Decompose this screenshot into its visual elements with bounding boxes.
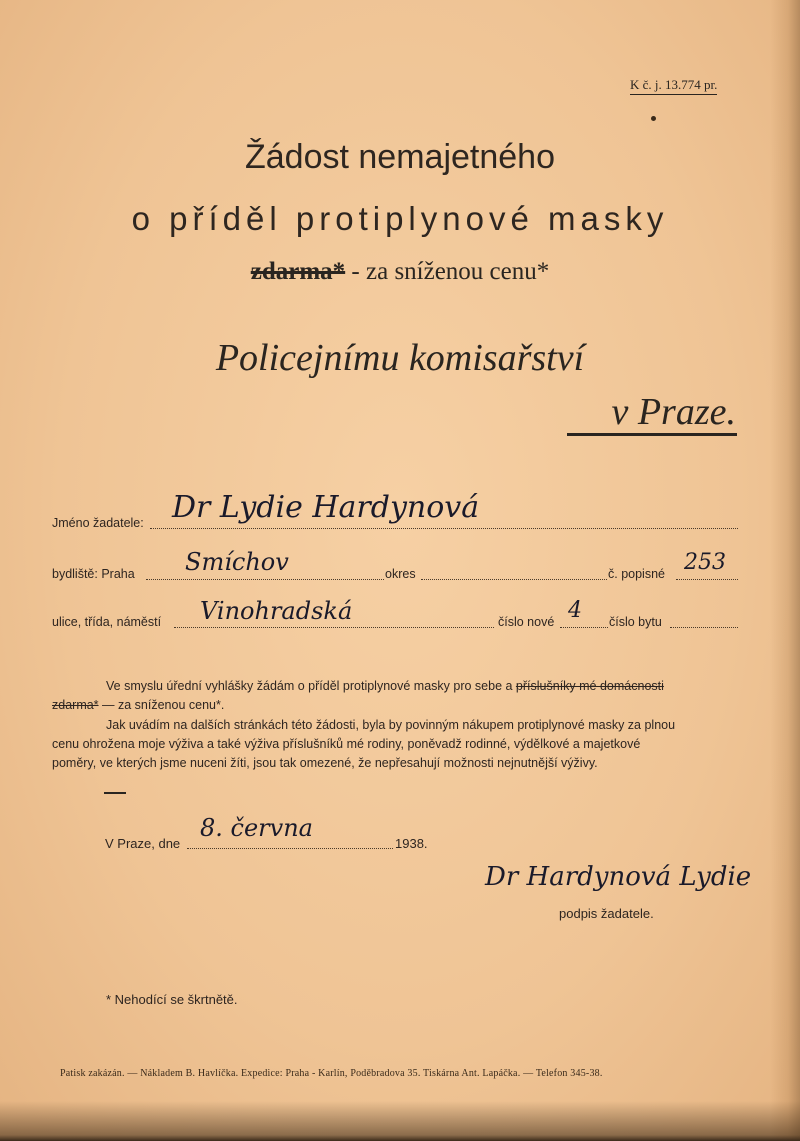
name-label: Jméno žadatele: (52, 516, 144, 530)
residence-field[interactable]: Smíchov (185, 548, 289, 576)
paragraph-1-end: — za sníženou cenu*. (98, 698, 225, 712)
paragraph-2-line-2: cenu ohrožena moje výživa a také výživa příslušníků mé rodiny, poněvadž rodinné, výdělkové a majetkové (52, 737, 641, 751)
paragraph-1-struck-household: příslušníky mé domácnosti (515, 679, 664, 693)
ink-dot (651, 116, 656, 121)
paragraph-2-line-1: Jak uvádím na dalších stránkách této žádosti, byla by povinným nákupem protiplynové masky za plnou (106, 718, 676, 732)
addressee-underline (567, 433, 737, 436)
residence-line (146, 579, 384, 580)
date-line (187, 848, 393, 849)
reference-number: K č. j. 13.774 pr. (630, 77, 717, 95)
descriptive-no-line (676, 579, 738, 580)
street-label: ulice, třída, náměstí (52, 615, 162, 629)
descriptive-no-label: č. popisné (608, 567, 665, 581)
subtitle-struck: zdarma* (250, 258, 346, 285)
footnote: * Nehodící se škrtnětě. (106, 992, 238, 1007)
district-label: okres (385, 567, 416, 581)
descriptive-no-field[interactable]: 253 (684, 550, 726, 575)
paper-bottom-edge (0, 1101, 800, 1141)
printer-footer: Patisk zakázán. — Nákladem B. Havlíčka. Expedice: Praha - Karlín, Poděbradova 35. Tiskárna Ant. Lapáčka. — Telefon 345-38. (60, 1068, 603, 1079)
new-no-line (560, 627, 608, 628)
flat-no-label: číslo bytu (609, 615, 662, 629)
date-field[interactable]: 8. června (200, 814, 313, 842)
title-line-2: o příděl protiplynové masky (131, 200, 669, 237)
name-line (150, 528, 738, 529)
name-field[interactable]: Dr Lydie Hardynová (172, 490, 480, 525)
paragraph-1-struck-free: zdarma* (52, 698, 99, 712)
date-label: V Praze, dne (105, 836, 181, 851)
paragraph-1-line-1 (106, 677, 664, 696)
signature-field[interactable]: Dr Hardynová Lydie (485, 862, 752, 892)
paragraph-2-line-3: poměry, ve kterých jsme nuceni žíti, jsou tak omezené, že nepřesahují možnosti nejnutnější výživy. (52, 756, 598, 770)
subtitle (0, 258, 800, 286)
title-line-1: Žádost nemajetného (245, 138, 555, 176)
ink-dash (104, 792, 126, 794)
street-line (174, 627, 494, 628)
paragraph-1-start: Ve smyslu úřední vyhlášky žádám o příděl protiplynové masky pro sebe a (106, 679, 516, 693)
subtitle-rest: - za sníženou cenu* (345, 258, 550, 285)
flat-no-line (670, 627, 738, 628)
new-no-field[interactable]: 4 (568, 598, 582, 623)
new-no-label: číslo nové (498, 615, 555, 629)
date-year: 1938. (395, 836, 428, 851)
addressee-line-1: Policejnímu komisařství (215, 337, 585, 379)
signature-caption: podpis žadatele. (559, 906, 654, 921)
district-line (421, 579, 607, 580)
paragraph-1-line-2 (52, 696, 224, 715)
street-field[interactable]: Vinohradská (200, 597, 353, 625)
residence-label: bydliště: Praha (52, 567, 135, 581)
addressee-line-2: v Praze. (611, 391, 736, 433)
